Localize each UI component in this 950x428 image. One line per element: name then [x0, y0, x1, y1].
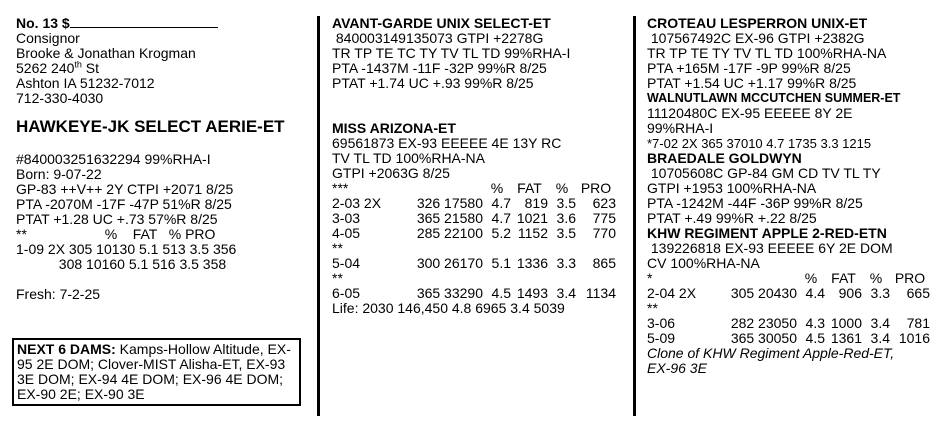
khw-records-table — [647, 271, 930, 346]
table-cell — [825, 301, 862, 316]
table-cell: 4.7 — [491, 210, 511, 226]
table-cell: 770 — [592, 225, 616, 241]
braedale-registration: 10705608C GP-84 GM CD TV TL TY — [647, 165, 881, 181]
table-cell: 3.3 — [870, 285, 890, 301]
column-divider — [633, 16, 636, 416]
table-cell: 819 — [524, 195, 548, 211]
mgs-sire-pta: PTA +165M -17F -9P 99%R 8/25 — [647, 60, 851, 76]
table-cell — [511, 271, 548, 286]
consignor-street: 5262 240th St — [16, 59, 100, 76]
table-cell — [797, 301, 825, 316]
table-cell: 1493 — [516, 285, 548, 301]
birth-date: Born: 9-07-22 — [16, 166, 102, 182]
dam-lifetime: Life: 2030 146,450 4.8 6965 3.4 5039 — [332, 300, 565, 316]
table-cell: 1016 — [898, 330, 930, 346]
sire-traits: TR TP TE TC TY TV TL TD 99%RHA-I — [332, 45, 571, 61]
table-row — [332, 211, 616, 226]
table-cell: FAT — [831, 270, 856, 286]
table-cell: % — [869, 270, 883, 286]
table-cell: 3-06 — [647, 315, 676, 331]
table-cell: 1021 — [516, 210, 548, 226]
maternal-column — [647, 16, 937, 376]
table-header — [332, 181, 616, 196]
table-cell: 623 — [592, 195, 616, 211]
table-cell: 4.3 — [805, 315, 825, 331]
table-cell: 4.7 — [491, 195, 511, 211]
dam-gtpi: GTPI +2063G 8/25 — [332, 165, 450, 181]
walnutlawn-name: WALNUTLAWN MCCUTCHEN SUMMER-ET — [647, 91, 901, 105]
sire-name: AVANT-GARDE UNIX SELECT-ET — [332, 15, 551, 31]
table-cell: 3.4 — [870, 330, 890, 346]
table-cell — [511, 241, 548, 256]
dam-name: MISS ARIZONA-ET — [332, 120, 456, 136]
mgs-sire-registration: 107567492C EX-96 GTPI +2382G — [647, 30, 865, 46]
khw-registration: 139226818 EX-93 EEEEE 6Y 2E DOM — [647, 240, 893, 256]
table-cell: 365 21580 — [416, 210, 483, 226]
price-blank — [70, 16, 218, 28]
table-cell — [390, 241, 483, 256]
table-cell: 1152 — [517, 225, 548, 241]
animal-name: HAWKEYE-JK SELECT AERIE-ET — [16, 117, 285, 136]
table-cell: 5-09 — [647, 330, 676, 346]
table-cell: 4-05 — [332, 225, 361, 241]
record-header: ** % FAT % PRO — [16, 226, 216, 242]
table-cell — [576, 271, 616, 286]
khw-rha: CV 100%RHA-NA — [647, 255, 760, 271]
fresh-date: Fresh: 7-2-25 — [16, 286, 101, 302]
consignor-city: Ashton IA 51232-7012 — [16, 75, 155, 91]
table-cell: PRO — [894, 270, 926, 286]
table-row — [647, 301, 930, 316]
table-cell: * — [647, 270, 653, 286]
table-cell: 282 23050 — [730, 315, 797, 331]
consignor-name: Brooke & Jonathan Krogman — [16, 45, 196, 61]
consignor-phone: 712-330-4030 — [16, 90, 104, 106]
consignor-column — [16, 16, 316, 302]
table-row — [332, 271, 616, 286]
table-cell: 3.5 — [556, 195, 576, 211]
table-cell: 865 — [592, 255, 616, 271]
table-cell: 300 26170 — [416, 255, 483, 271]
table-cell: 6-05 — [332, 285, 361, 301]
table-cell: 3.4 — [556, 285, 576, 301]
table-row — [332, 256, 616, 271]
table-cell: 2-03 2X — [332, 195, 382, 211]
mgs-sire-traits: TR TP TE TY TV TL TD 100%RHA-NA — [647, 45, 887, 61]
table-row — [647, 331, 930, 346]
table-cell — [707, 301, 797, 316]
table-cell — [707, 271, 797, 286]
table-cell: 1000 — [830, 315, 862, 331]
walnutlawn-registration: 11120480C EX-95 EEEEE 8Y 2E — [647, 105, 853, 121]
dam-records-table — [332, 181, 616, 301]
table-header — [647, 271, 930, 286]
table-cell: % — [555, 180, 569, 196]
table-cell: 365 30050 — [730, 330, 797, 346]
table-cell: 1336 — [516, 255, 548, 271]
table-cell: 665 — [906, 285, 930, 301]
table-cell: 4.5 — [491, 285, 511, 301]
table-cell: 3.5 — [556, 225, 576, 241]
table-row — [332, 241, 616, 256]
classification: GP-83 ++V++ 2Y CTPI +2071 8/25 — [16, 181, 234, 197]
table-cell: 1361 — [830, 330, 862, 346]
table-cell: 4.5 — [805, 330, 825, 346]
table-cell: FAT — [517, 180, 542, 196]
table-cell — [890, 301, 930, 316]
table-cell — [862, 301, 890, 316]
table-cell: ** — [332, 270, 343, 286]
table-cell: 781 — [906, 315, 930, 331]
table-cell — [576, 241, 616, 256]
dam-registration: 69561873 EX-93 EEEEE 4E 13Y RC — [332, 135, 562, 151]
sire-pta: PTA -1437M -11F -32P 99%R 8/25 — [332, 60, 547, 76]
table-cell: 906 — [838, 285, 862, 301]
table-cell: 3.4 — [870, 315, 890, 331]
table-row — [332, 196, 616, 211]
table-cell: 365 33290 — [416, 285, 483, 301]
braedale-pta: PTA -1242M -44F -36P 99%R 8/25 — [647, 195, 863, 211]
table-cell: 775 — [592, 210, 616, 226]
record-line: 308 10160 5.1 516 3.5 358 — [16, 256, 227, 272]
lot-number: No. 13 $ — [16, 16, 316, 31]
table-cell — [548, 241, 576, 256]
table-row — [332, 226, 616, 241]
table-cell: ** — [647, 300, 658, 316]
table-cell: ** — [332, 240, 343, 256]
column-divider — [317, 16, 320, 416]
table-cell: 5.2 — [491, 225, 511, 241]
mgs-sire-ptat: PTAT +1.54 UC +1.17 99%R 8/25 — [647, 75, 857, 91]
table-cell: 3.6 — [556, 210, 576, 226]
table-cell: 2-04 2X — [647, 285, 697, 301]
table-cell: 5.1 — [491, 255, 511, 271]
table-cell: 3-03 — [332, 210, 361, 226]
registration: #840003251632294 99%RHA-I — [16, 151, 211, 167]
table-cell — [483, 271, 511, 286]
clone-note: Clone of KHW Regiment Apple-Red-ET, EX-96 3E — [647, 345, 895, 376]
table-cell: 326 17580 — [416, 195, 483, 211]
sire-registration: 840003149135073 GTPI +2278G — [332, 30, 544, 46]
next-dams-box — [12, 338, 301, 406]
table-cell: 305 20430 — [730, 285, 797, 301]
table-cell: 1134 — [585, 285, 616, 301]
pta-line: PTA -2070M -17F -47P 51%R 8/25 — [16, 196, 232, 212]
khw-name: KHW REGIMENT APPLE 2-RED-ETN — [647, 225, 887, 241]
sire-ptat: PTAT +1.74 UC +.93 99%R 8/25 — [332, 75, 534, 91]
table-cell — [390, 181, 483, 196]
ptat-line: PTAT +1.28 UC +.73 57%R 8/25 — [16, 211, 218, 227]
table-cell: 5-04 — [332, 255, 361, 271]
dam-traits: TV TL TD 100%RHA-NA — [332, 150, 486, 166]
walnutlawn-record: *7-02 2X 365 37010 4.7 1735 3.3 1215 — [647, 136, 872, 151]
table-cell: 285 22100 — [416, 225, 483, 241]
table-cell: % — [490, 180, 504, 196]
table-row — [647, 316, 930, 331]
table-cell — [483, 241, 511, 256]
table-cell: 4.4 — [805, 285, 825, 301]
table-cell — [390, 271, 483, 286]
braedale-ptat: PTAT +.49 99%R +.22 8/25 — [647, 210, 817, 226]
mgs-sire-name: CROTEAU LESPERRON UNIX-ET — [647, 15, 868, 31]
braedale-name: BRAEDALE GOLDWYN — [647, 150, 802, 166]
table-cell: 3.3 — [556, 255, 576, 271]
next-dams-text: Kamps-Hollow Altitude, EX-95 2E DOM; Clover-MIST Alisha-ET, EX-93 3E DOM; EX-94 4E DOM; EX-96 4E DOM; EX-90 2E; EX-90 3E — [17, 341, 291, 402]
braedale-gtpi: GTPI +1953 100%RHA-NA — [647, 180, 817, 196]
walnutlawn-rha: 99%RHA-I — [647, 120, 714, 136]
consignor-label: Consignor — [16, 30, 80, 46]
sire-dam-column — [332, 16, 622, 316]
next-dams-label: NEXT 6 DAMS: — [17, 341, 116, 357]
table-cell: *** — [332, 180, 349, 196]
table-row — [332, 286, 616, 301]
table-cell — [548, 271, 576, 286]
record-line: 1-09 2X 305 10130 5.1 513 3.5 356 — [16, 241, 237, 257]
table-row — [647, 286, 930, 301]
table-cell: % — [804, 270, 818, 286]
table-cell: PRO — [580, 180, 612, 196]
